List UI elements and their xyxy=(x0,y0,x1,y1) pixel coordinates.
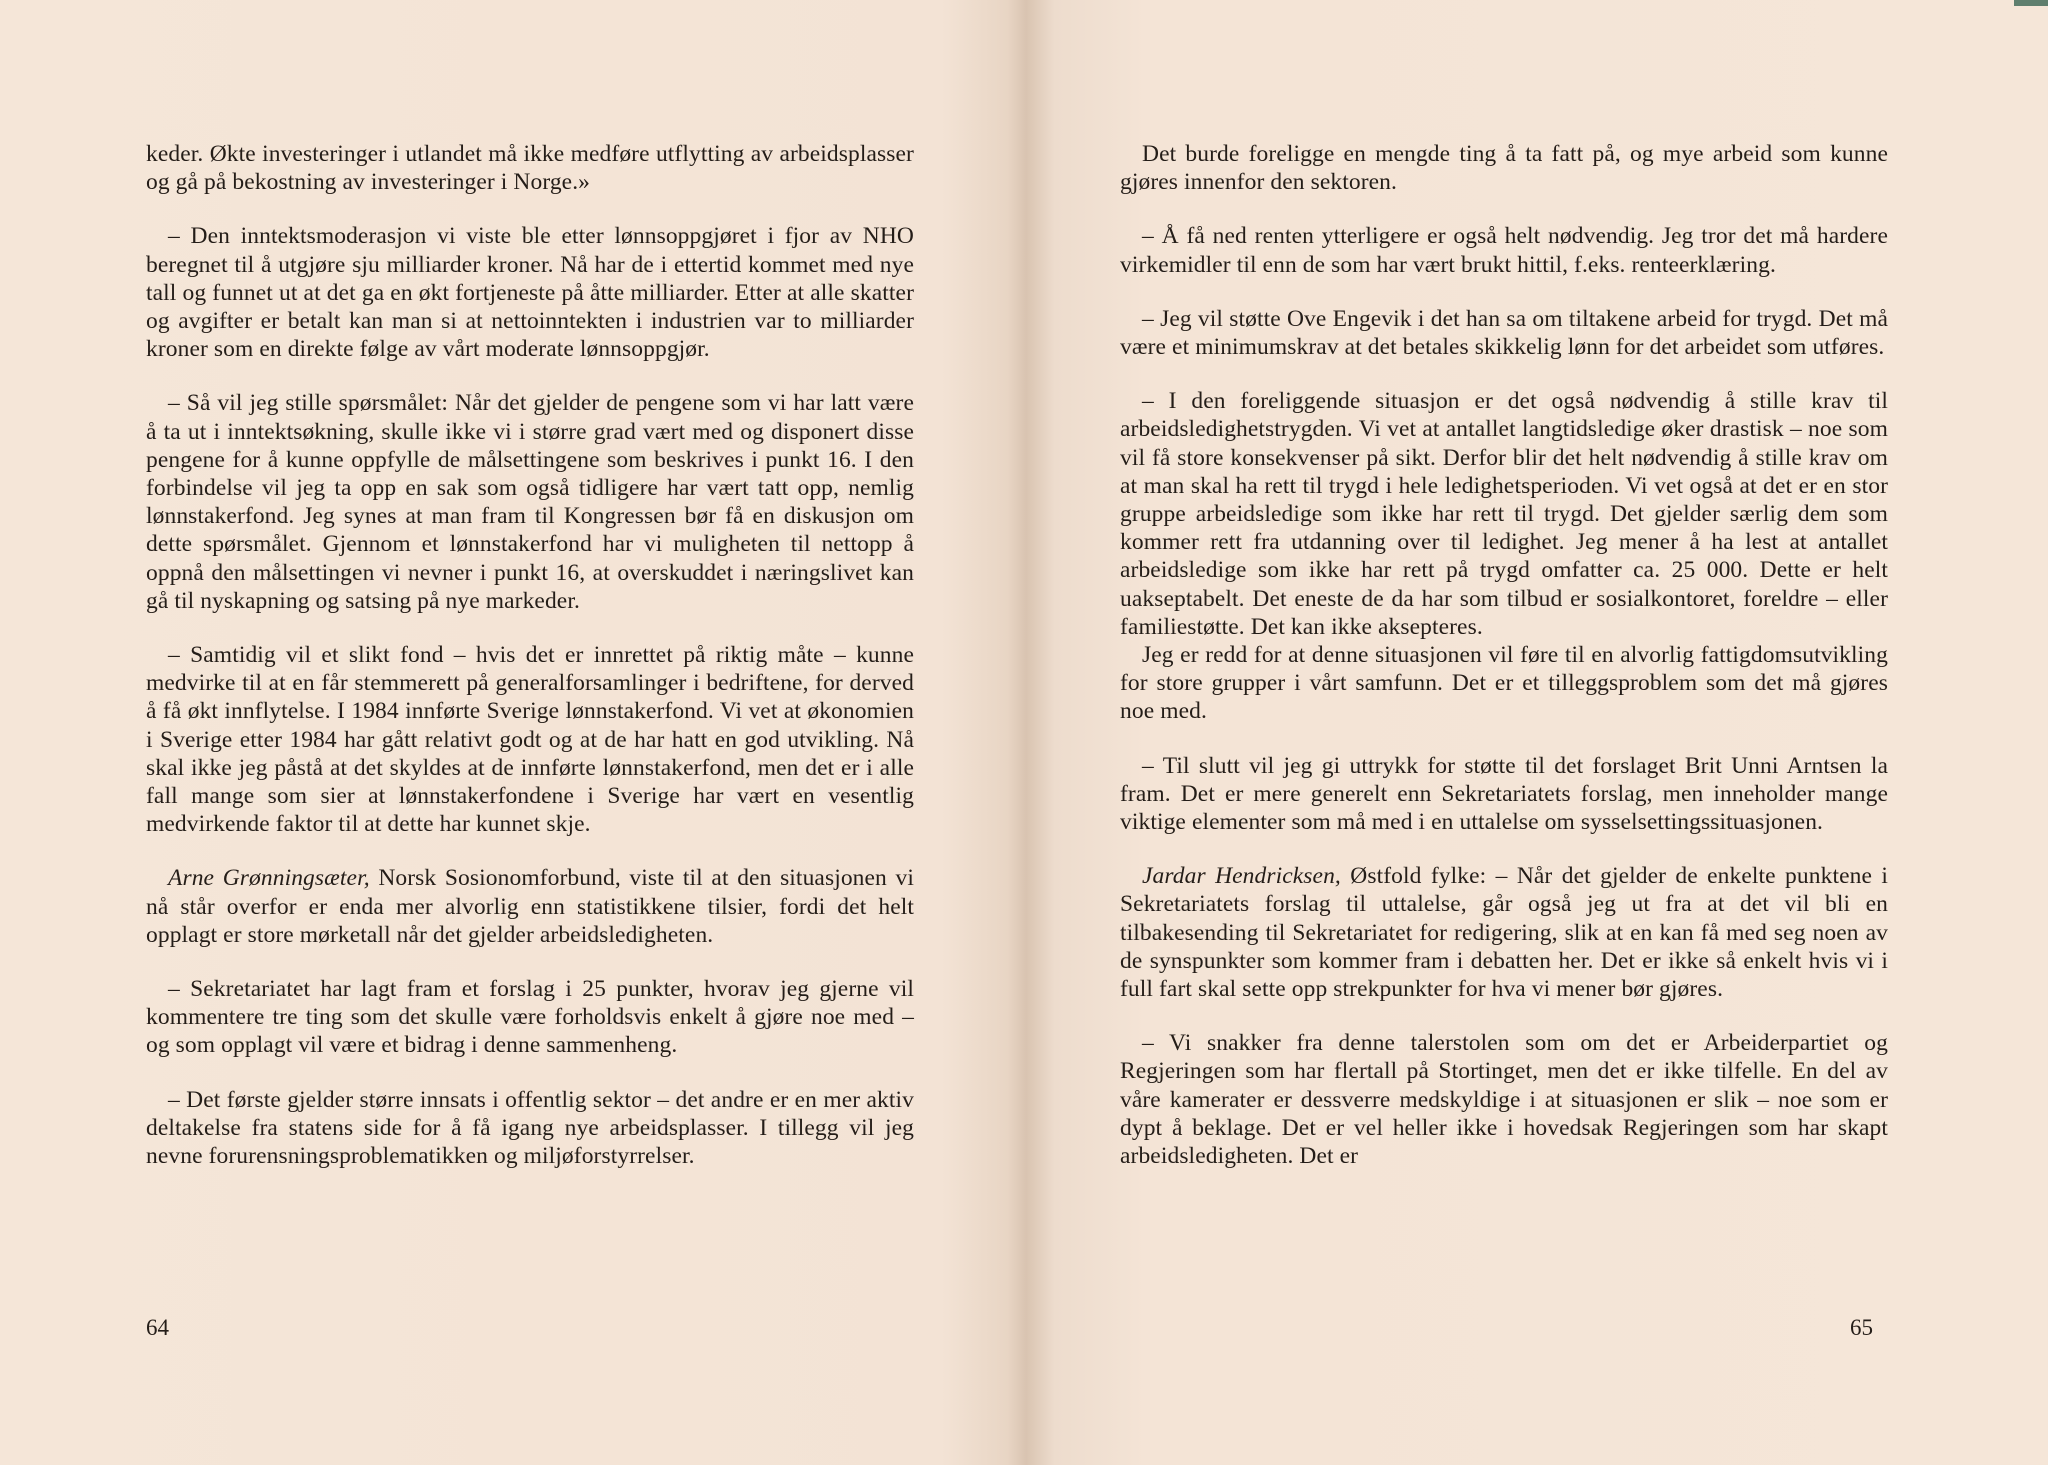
paragraph: – Vi snakker fra denne talerstolen som om det er Arbeiderpartiet og Regjeringen som har flertall på Stortinget, men det er ikke tilfelle. En del av våre kamerater er dessverre medskyldige i at situasjonen er slik – noe som er dypt å beklage. Det er vel heller ikke i hovedsak Regjeringen som har skapt arbeidsledigheten. Det er xyxy=(1120,1030,1888,1170)
paragraph-text: Østfold fylke: – Når det gjelder de enkelte punktene i Sekretariatets forslag til uttalelse, går også jeg ut fra at det vil bli en tilbakesending til Sekretariatet for redigering, slik at en kan få med seg noen av de synspunkter som kommer fram i debatten her. Det er ikke så enkelt hvis vi i full fart skal sette opp strekpunkter for hva vi mener bør gjøres. xyxy=(1120,863,1888,1003)
paragraph xyxy=(146,864,914,949)
paragraph: Jeg er redd for at denne situasjonen vil føre til en alvorlig fattigdomsutvikling for store grupper i vårt samfunn. Det er et tilleggsproblem som det må gjøres noe med. xyxy=(1120,642,1888,725)
right-page xyxy=(1120,140,1888,1196)
paragraph: – Den inntektsmoderasjon vi viste ble etter lønnsoppgjøret i fjor av NHO beregnet til å utgjøre sju milliarder kroner. Nå har de i ettertid kommet med nye tall og funnet ut at det ga en økt fortjeneste på åtte milliarder. Etter at alle skatter og avgifter er betalt kan man si at nettoinntekten i industrien var to milliarder kroner som en direkte følge av vårt moderate lønnsoppgjør. xyxy=(146,223,914,363)
paragraph: – Å få ned renten ytterligere er også helt nødvendig. Jeg tror det må hardere virkemidler til enn de som har vært brukt hittil, f.eks. renteerklæring. xyxy=(1120,223,1888,278)
paragraph: – Sekretariatet har lagt fram et forslag i 25 punkter, hvorav jeg gjerne vil kommentere tre ting som det skulle være forholdsvis enkelt å gjøre noe med – og som opplagt vil være et bidrag i denne sammenheng. xyxy=(146,976,914,1059)
paragraph: – Det første gjelder større innsats i offentlig sektor – det andre er en mer aktiv deltakelse fra statens side for å få igang nye arbeidsplasser. I tillegg vil jeg nevne forurensningsproblematikken og miljøforstyrrelser. xyxy=(146,1086,914,1170)
paragraph: – Jeg vil støtte Ove Engevik i det han sa om tiltakene arbeid for trygd. Det må være et minimumskrav at det betales skikkelig lønn for det arbeidet som utføres. xyxy=(1120,305,1888,361)
left-page xyxy=(146,140,914,1196)
speaker-name: Arne Grønningsæter, xyxy=(168,865,370,892)
paragraph: – Så vil jeg stille spørsmålet: Når det gjelder de pengene som vi har latt være å ta ut i inntektsøkning, skulle ikke vi i større grad vært med og disponert disse pengene for å kunne oppfylle de målsettingene som beskrives i punkt 16. I den forbindelse vil jeg ta opp en sak som også tidligere har vært tatt opp, nemlig lønnstakerfond. Jeg synes at man fram til Kongressen bør få en diskusjon om dette spørsmålet. Gjennom et lønnstakerfond har vi muligheten til nettopp å oppnå den målsettingen vi nevner i punkt 16, at overskuddet i næringslivet kan gå til nyskapning og satsing på nye markeder. xyxy=(146,390,914,614)
page-edge-marker xyxy=(2014,0,2048,6)
paragraph-text: Norsk Sosionomforbund, viste til at den situasjonen vi nå står overfor er enda mer alvorlig enn statistikkene tilsier, fordi det helt opplagt er store mørketall når det gjelder arbeidsledigheten. xyxy=(146,865,915,948)
page-number: 64 xyxy=(146,1315,169,1340)
page-number: 65 xyxy=(1850,1315,1873,1340)
paragraph: – I den foreliggende situasjon er det også nødvendig å stille krav til arbeidsledighetstrygden. Vi vet at antallet langtidsledige øker drastisk – noe som vil få store konsekvenser på sikt. Derfor blir det helt nødvendig å stille krav om at man skal ha rett til trygd i hele ledighetsperioden. Vi vet også at det er en stor gruppe arbeidsledige som ikke har rett til trygd. Det gjelder særlig dem som kommer rett fra utdanning over til ledighet. Jeg mener å ha lest at antallet arbeidsledige som ikke har rett på trygd omfatter ca. 25 000. Dette er helt uakseptabelt. Det eneste de da har som tilbud er sosialkontoret, foreldre – eller familiestøtte. Det kan ikke aksepteres. xyxy=(1120,388,1888,640)
paragraph: Det burde foreligge en mengde ting å ta fatt på, og mye arbeid som kunne gjøres innenfor den sektoren. xyxy=(1120,141,1888,196)
paragraph: – Til slutt vil jeg gi uttrykk for støtte til det forslaget Brit Unni Arntsen la fram. Det er mere generelt enn Sekretariatets forslag, men inneholder mange viktige elementer som må med i en uttalelse om sysselsettingssituasjonen. xyxy=(1120,752,1888,836)
paragraph: – Samtidig vil et slikt fond – hvis det er innrettet på riktig måte – kunne medvirke til at en får stemmerett på generalforsamlinger i bedriftene, for derved å få økt innflytelse. I 1984 innførte Sverige lønnstakerfond. Vi vet at økonomien i Sverige etter 1984 har gått relativt godt og at de har hatt en god utvikling. Nå skal ikke jeg påstå at det skyldes at de innførte lønnstakerfond, men det er i alle fall mange som sier at lønnstakerfondene i Sverige har vært en vesentlig medvirkende faktor til at dette har kunnet skje. xyxy=(146,642,914,838)
paragraph: keder. Økte investeringer i utlandet må ikke medføre utflytting av arbeidsplasser og gå på bekostning av investeringer i Norge.» xyxy=(146,141,914,196)
paragraph xyxy=(1120,862,1888,1003)
speaker-name: Jardar Hendricksen, xyxy=(1142,863,1341,890)
